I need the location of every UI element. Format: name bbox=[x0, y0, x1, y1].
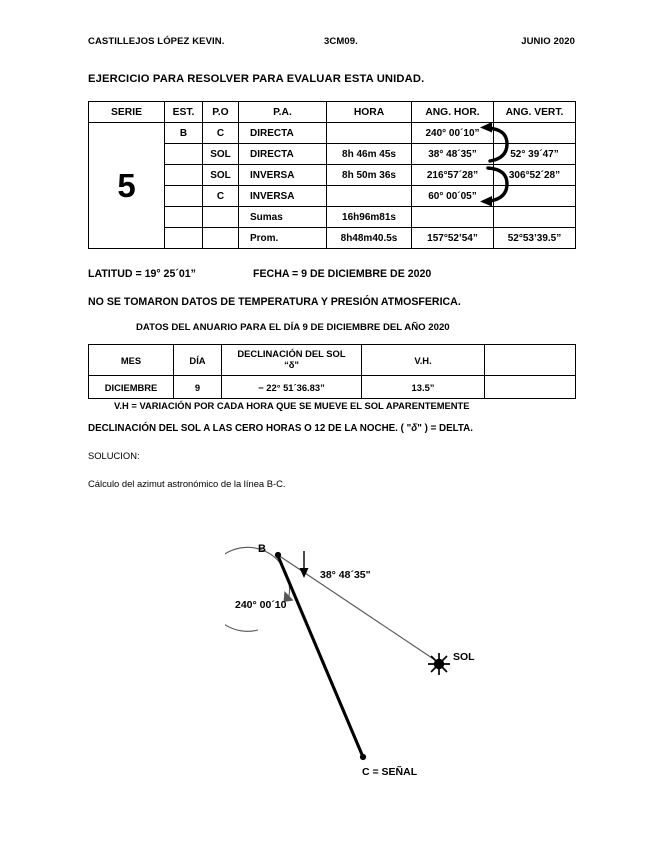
col-header-pa: P.A. bbox=[239, 102, 327, 123]
vh-definition-note: V.H = VARIACIÓN POR CADA HORA QUE SE MUEVE EL SOL APARENTEMENTE bbox=[114, 400, 470, 411]
exercise-title: EJERCICIO PARA RESOLVER PARA EVALUAR ESTA UNIDAD. bbox=[88, 73, 425, 85]
cell-est bbox=[165, 144, 203, 165]
delta-symbol: δ bbox=[411, 423, 418, 434]
cell-po: C bbox=[203, 186, 239, 207]
anuario-table bbox=[88, 344, 576, 399]
col-header-ang-hor: ANG. HOR. bbox=[412, 102, 494, 123]
cell-pa: Sumas bbox=[239, 207, 327, 228]
line-b-to-c bbox=[278, 556, 363, 757]
station-point-b bbox=[275, 552, 281, 558]
header-date: JUNIO 2020 bbox=[521, 36, 575, 47]
angle-indicator-arrowhead bbox=[300, 568, 309, 578]
cell-blank bbox=[485, 376, 576, 399]
col-header-po: P.O bbox=[203, 102, 239, 123]
cell-ang-vert bbox=[494, 123, 576, 144]
label-angle-circle: 240° 00´10 bbox=[235, 599, 287, 611]
cell-ang-vert: 306°52´28” bbox=[494, 165, 576, 186]
col-header-est: EST. bbox=[165, 102, 203, 123]
solution-label: SOLUCION: bbox=[88, 450, 140, 461]
cell-hora bbox=[327, 186, 412, 207]
table-row bbox=[89, 376, 576, 399]
cell-mes: DICIEMBRE bbox=[89, 376, 174, 399]
cell-ang-vert bbox=[494, 207, 576, 228]
cell-hora: 8h48m40.5s bbox=[327, 228, 412, 249]
declination-note bbox=[88, 423, 473, 434]
col-header-vh: V.H. bbox=[362, 345, 485, 376]
observation-table-header-row bbox=[89, 102, 576, 123]
table-row bbox=[89, 123, 576, 144]
cell-hora: 8h 50m 36s bbox=[327, 165, 412, 186]
cell-pa: DIRECTA bbox=[239, 123, 327, 144]
station-point-c bbox=[360, 754, 366, 760]
col-header-declinacion-text: DECLINACIÓN DEL SOL bbox=[237, 348, 346, 360]
azimuth-diagram bbox=[225, 512, 505, 787]
cell-ang-vert: 52° 39´47” bbox=[494, 144, 576, 165]
cell-po bbox=[203, 228, 239, 249]
col-header-declinacion-symbol: “δ" bbox=[284, 359, 299, 370]
cell-est bbox=[165, 228, 203, 249]
cell-po bbox=[203, 207, 239, 228]
label-angle-sun: 38° 48´35" bbox=[320, 569, 371, 581]
cell-est bbox=[165, 186, 203, 207]
cell-vh: 13.5” bbox=[362, 376, 485, 399]
cell-ang-hor bbox=[412, 207, 494, 228]
cell-est bbox=[165, 207, 203, 228]
no-temperature-note: NO SE TOMARON DATOS DE TEMPERATURA Y PRESIÓN ATMOSFERICA. bbox=[88, 296, 461, 308]
cell-po: SOL bbox=[203, 165, 239, 186]
latitude-line: LATITUD = 19° 25´01” bbox=[88, 268, 196, 280]
cell-pa: Prom. bbox=[239, 228, 327, 249]
anuario-caption: DATOS DEL ANUARIO PARA EL DÍA 9 DE DICIEMBRE DEL AÑO 2020 bbox=[136, 322, 450, 333]
declination-note-post: " ) = DELTA. bbox=[417, 423, 473, 434]
anuario-table-header-row bbox=[89, 345, 576, 376]
cell-ang-hor: 157°52’54” bbox=[412, 228, 494, 249]
col-header-mes: MES bbox=[89, 345, 174, 376]
cell-ang-hor: 60° 00´05” bbox=[412, 186, 494, 207]
header-group-code: 3CM09. bbox=[324, 36, 358, 47]
col-header-ang-vert: ANG. VERT. bbox=[494, 102, 576, 123]
cell-hora bbox=[327, 123, 412, 144]
observation-table bbox=[88, 101, 576, 249]
label-point-b: B bbox=[258, 543, 266, 555]
cell-ang-vert bbox=[494, 186, 576, 207]
cell-hora: 16h96m81s bbox=[327, 207, 412, 228]
cell-ang-hor: 240° 00´10” bbox=[412, 123, 494, 144]
cell-ang-hor: 216°57´28” bbox=[412, 165, 494, 186]
calculation-description: Cálculo del azimut astronómico de la línea B-C. bbox=[88, 478, 286, 489]
cell-declinacion: − 22° 51´36.83” bbox=[222, 376, 362, 399]
col-header-dia: DÍA bbox=[174, 345, 222, 376]
col-header-hora: HORA bbox=[327, 102, 412, 123]
cell-po: SOL bbox=[203, 144, 239, 165]
cell-ang-vert: 52°53’39.5” bbox=[494, 228, 576, 249]
header-student-name: CASTILLEJOS LÓPEZ KEVIN. bbox=[88, 36, 225, 47]
declination-note-pre: DECLINACIÓN DEL SOL A LAS CERO HORAS O 12 DE LA NOCHE. ( " bbox=[88, 423, 412, 434]
cell-est bbox=[165, 165, 203, 186]
cell-ang-hor: 38° 48´35” bbox=[412, 144, 494, 165]
sun-icon bbox=[428, 653, 450, 675]
label-point-c: C = SEÑAL bbox=[362, 766, 418, 778]
cell-hora: 8h 46m 45s bbox=[327, 144, 412, 165]
cell-est: B bbox=[165, 123, 203, 144]
cell-pa: INVERSA bbox=[239, 186, 327, 207]
label-sun: SOL bbox=[453, 651, 475, 663]
cell-pa: INVERSA bbox=[239, 165, 327, 186]
cell-dia: 9 bbox=[174, 376, 222, 399]
col-header-blank bbox=[485, 345, 576, 376]
serie-number: 5 bbox=[89, 123, 165, 249]
date-line: FECHA = 9 DE DICIEMBRE DE 2020 bbox=[253, 268, 432, 280]
cell-pa: DIRECTA bbox=[239, 144, 327, 165]
col-header-declinacion bbox=[222, 345, 362, 376]
cell-po: C bbox=[203, 123, 239, 144]
col-header-serie: SERIE bbox=[89, 102, 165, 123]
